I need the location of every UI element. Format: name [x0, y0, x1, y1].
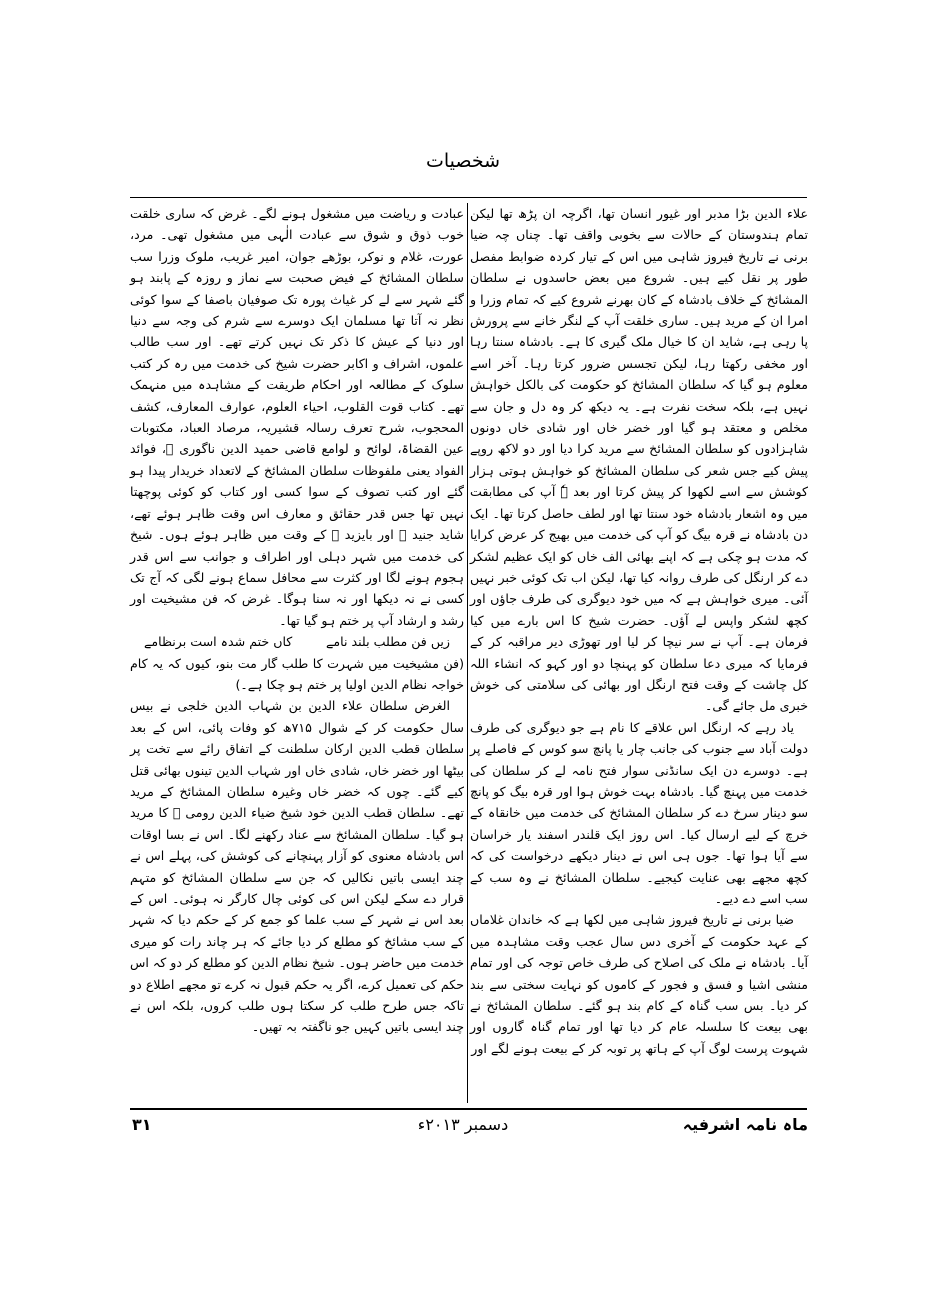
header-rule — [130, 197, 807, 198]
body-paragraph: الغرض سلطان علاء الدین بن شہاب الدین خلجی نے بیس سال حکومت کر کے شوال ۷۱۵ھ کو وفات پائی، اس کے بعد سلطان قطب الدین ارکان سلطنت کے اتفاق رائے سے تخت پر بیٹھا اور خضر خاں، شادی خاں اور شہاب الدین تینوں بھائی قتل کیے گئے۔ چوں کہ خضر خاں وغیرہ سلطان المشائخ کے مرید تھے۔ سلطان قطب الدین خود شیخ ضیاء الدین رومی ﷫ کا مرید ہو گیا۔ سلطان المشائخ سے عناد رکھنے لگا۔ اس نے بسا اوقات اس بادشاہ معنوی کو آزار پہنچانے کی کوشش کی، پہلے اس نے چند ایسی باتیں نکالیں کہ جن سے سلطان المشائخ کو متہم قرار دے سکے لیکن اس کی کوئی چال کارگر نہ ہوئی۔ اس کے بعد اس نے شہر کے سب علما کو جمع کر کے حکم دیا کہ شہر کے سب مشائخ کو مطلع کر دیا جائے کہ ہر چاند رات کو میری خدمت میں حاضر ہوں۔ شیخ نظام الدین کو مطلع کر دو کہ اس حکم کی تعمیل کرے، اگر یہ حکم قبول نہ کرے تو مجھے اطلاع دو تاکہ جس طرح طلب کر سکتا ہوں طلب کروں، بلکہ اس نے چند ایسی باتیں کہیں جو ناگفتہ بہ تھیں۔ — [130, 698, 464, 1035]
body-paragraph: علاء الدین بڑا مدبر اور غیور انسان تھا، اگرچہ ان پڑھ تھا لیکن تمام ہندوستان کے حالات سے بخوبی واقف تھا۔ چناں چہ ضیا برنی نے تاریخ فیروز شاہی میں اس کے تیار کردہ ضوابط مفصل طور پر نقل کیے ہیں۔ شروع میں بعض حاسدوں نے سلطان المشائخ کے خلاف بادشاہ کے کان بھرنے شروع کیے کہ تمام وزرا و امرا ان کے مرید ہیں۔ ساری خلقت آپ کے لنگر خانے سے پرورش پا رہی ہے، شاید ان کا خیال ملک گیری کا ہے۔ بادشاہ سنتا رہا اور مخفی رکھتا رہا، لیکن تجسس ضرور کرتا رہا۔ آخر اسے معلوم ہو گیا کہ سلطان المشائخ کو حکومت کی بالکل خواہش نہیں ہے، بلکہ سخت نفرت ہے۔ یہ دیکھ کر وہ دل و جان سے مخلص و معتقد ہو گیا اور خضر خاں اور شادی خاں دونوں شاہزادوں کو سلطان المشائخ سے مرید کرا دیا اور دو لاکھ روپے پیش کیے جس شعر کی سلطان المشائخ کو خواہش ہوتی ہزار کوشش سے اسے لکھوا کر پیش کرتا اور بعد ہٗ آپ کی مطابقت میں وہ اشعار بادشاہ خود سنتا تھا اور لطف حاصل کرتا تھا۔ ایک دن بادشاہ نے قرہ بیگ کو آپ کی خدمت میں بھیج کر عرض کرایا کہ مدت ہو چکی ہے کہ اپنے بھائی الف خاں کو ایک عظیم لشکر دے کر ارنگل کی طرف روانہ کیا تھا، لیکن اب تک کوئی خبر نہیں آئی۔ میری خواہش ہے کہ میں خود دیوگری کی طرف جاؤں اور کچھ لشکر واپس لے آؤں۔ حضرت شیخ کا اس بارے میں کیا فرمان ہے۔ آپ نے سر نیچا کر لیا اور تھوڑی دیر مراقبہ کر کے فرمایا کہ میری دعا سلطان کو پہنچا دو اور کہو کہ انشاء اللہ کل چاشت کے وقت فتح ارنگل اور بھائی کی سلامتی کی خوش خبری مل جائے گی۔ — [470, 206, 808, 714]
running-header: شخصیات — [425, 150, 501, 172]
verse-hemistich-second: کاں ختم شدہ است برنظامے — [144, 634, 293, 650]
body-paragraph: یاد رہے کہ ارنگل اس علاقے کا نام ہے جو دیوگری کی طرف دولت آباد سے جنوب کی جانب چار یا پانچ سو کوس کے فاصلے پر ہے۔ دوسرے دن ایک سانڈنی سوار فتح نامہ لے کر سلطان کی خدمت میں پہنچ گیا۔ بادشاہ بہت خوش ہوا اور قرہ بیگ کو پانچ سو دینار سرخ دے کر سلطان المشائخ کی خدمت میں خانقاہ کے خرچ کے لیے ارسال کیا۔ اس روز ایک قلندر اسفند یار خراسان سے آیا ہوا تھا۔ جوں ہی اس نے دینار دیکھے درخواست کی کہ کچھ مجھے بھی عنایت کیجیے۔ سلطان المشائخ نے وہ سب کے سب اسے دے دیے۔ — [470, 719, 808, 906]
body-paragraph: ضیا برنی نے تاریخ فیروز شاہی میں لکھا ہے کہ خاندان غلاماں کے عہد حکومت کے آخری دس سال عجب وقت مشاہدہ میں آیا۔ بادشاہ نے ملک کی اصلاح کی طرف خاص توجہ کی اور تمام منشی اشیا و فسق و فجور کے کاموں کو نہایت سختی سے بند کر دیا۔ بس سب گناہ کے کام بند ہو گئے۔ سلطان المشائخ نے بھی بیعت کا سلسلہ عام کر دیا تھا اور تمام گناہ گاروں اور شہوت پرست لوگ آپ کے ہاتھ پر توبہ کر کے بیعت ہونے لگے اور — [470, 912, 808, 1056]
verse-translation: (فن مشیخیت میں شہرت کا طلب گار مت بنو، کیوں کہ یہ کام خواجہ نظام الدین اولیا پر ختم ہو چکا ہے۔) — [130, 655, 464, 692]
body-paragraph: عبادت و ریاضت میں مشغول ہونے لگے۔ غرض کہ ساری خلقت خوب ذوق و شوق سے عبادت الٰہی میں مشغول تھی۔ مرد، عورت، غلام و نوکر، بوڑھے جوان، امیر غریب، ملوک وزرا سب سلطان المشائخ کے فیض صحبت سے نماز و روزہ کے پابند ہو گئے شہر سے لے کر غیاث پورہ تک صوفیان باصفا کے سوا کوئی نظر نہ آتا تھا مسلمان ایک دوسرے سے شرم کی وجہ سے دنیا اور دنیا کے عیش کا ذکر تک نہیں کرتے تھے۔ اور سب طالب علموں، اشراف و اکابر حضرت شیخ کی خدمت میں رہ کر کتب سلوک کے مطالعہ اور احکام طریقت کے مشاہدہ میں منہمک تھے۔ کتاب قوت القلوب، احیاء العلوم، عوارف المعارف، کشف المحجوب، شرح تعرف رسالہ قشیریہ، مرصاد العباد، مکتوبات عین القضاۃ، لوائح و لوامع قاضی حمید الدین ناگوری ﷫، فوائد الفواد یعنی ملفوظات سلطان المشائخ کے لاتعداد خریدار پیدا ہو گئے اور کتب تصوف کے سوا کسی اور کتاب کو کوئی پوچھتا نہیں تھا جس قدر حقائق و معارف اس وقت ظاہر ہوئے تھے، شاید جنید ﷫ اور بایزید ﷫ کے وقت میں ظاہر ہوئے ہوں۔ شیخ کی خدمت میں شہر دہلی اور اطراف و جوانب سے اس قدر ہجوم ہونے لگا اور کثرت سے محافل سماع ہونے لگی کہ آج تک کسی نے نہ دیکھا اور نہ سنا ہوگا۔ غرض کہ فن مشیخیت اور رشد و ارشاد آپ پر ختم ہو گیا تھا۔ — [130, 206, 464, 628]
column-divider — [467, 203, 468, 1103]
right-column — [470, 203, 808, 1059]
verse-hemistich-first: زیں فن مطلب بلند نامے — [326, 634, 450, 650]
issue-date: دسمبر ۲۰۱۳ء — [417, 1115, 509, 1134]
footer-rule — [130, 1108, 807, 1110]
page-number: ۳۱ — [132, 1115, 152, 1134]
persian-verse — [130, 631, 464, 652]
left-column — [130, 203, 464, 1038]
magazine-name: ماہ نامہ اشرفیہ — [682, 1115, 808, 1134]
